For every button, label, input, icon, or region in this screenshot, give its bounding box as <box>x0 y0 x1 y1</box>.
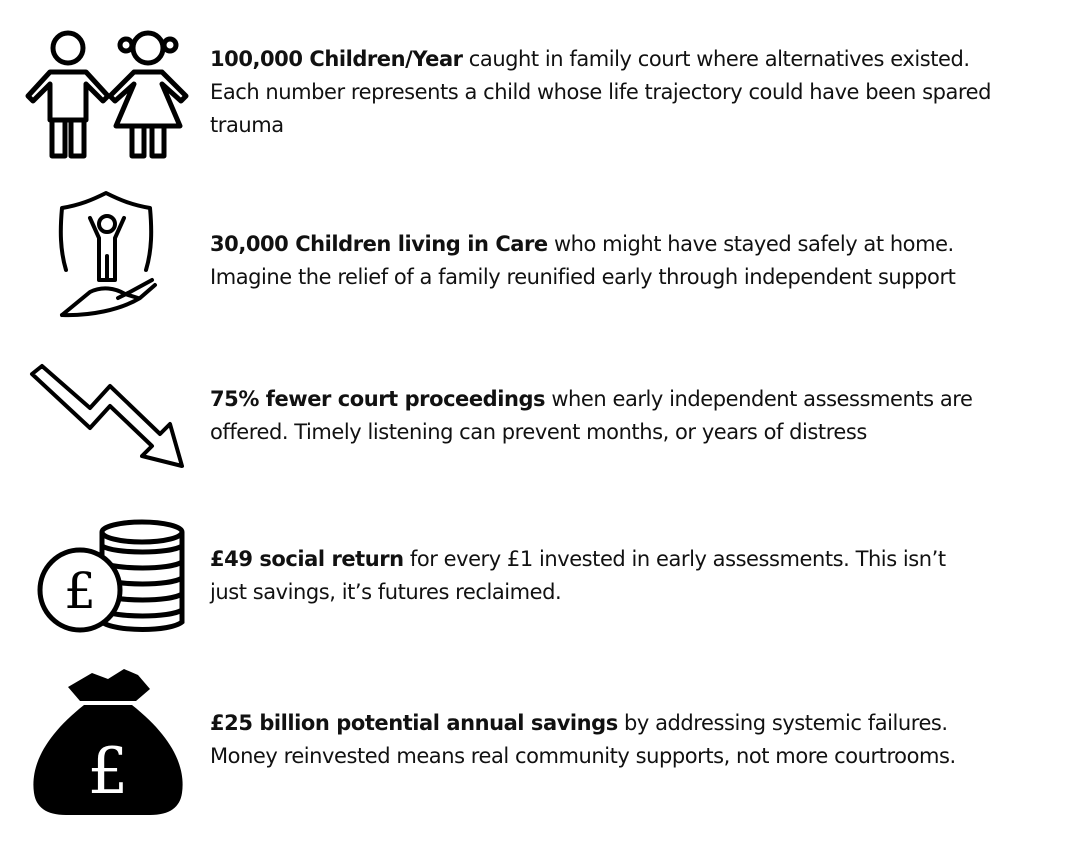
stat-text <box>210 43 1050 142</box>
stat-line2: Imagine the relief of a family reunified early through independent support <box>210 265 956 289</box>
stat-text <box>210 383 1050 449</box>
stat-text <box>210 543 1050 609</box>
stat-line1: when early independent assessments are <box>545 387 973 411</box>
money-bag-icon <box>20 665 195 817</box>
svg-text:£: £ <box>64 562 96 620</box>
stat-highlight: £49 social return <box>210 547 404 571</box>
stat-highlight: £25 billion potential annual savings <box>210 711 618 735</box>
stat-line2: Money reinvested means real community supports, not more courtrooms. <box>210 744 956 768</box>
pound-coins-icon <box>20 518 195 638</box>
downtrend-arrow-icon <box>20 362 195 472</box>
child-protection-icon <box>20 190 195 330</box>
stat-text <box>210 228 1050 294</box>
stat-line1: who might have stayed safely at home. <box>547 232 954 256</box>
svg-text:£: £ <box>87 735 129 809</box>
stat-text <box>210 707 1050 773</box>
stat-line2: just savings, it’s futures reclaimed. <box>210 580 562 604</box>
stat-line2: offered. Timely listening can prevent months, or years of distress <box>210 420 867 444</box>
stat-line2: Each number represents a child whose life trajectory could have been spared trauma <box>210 80 992 137</box>
stat-highlight: 100,000 Children/Year <box>210 47 463 71</box>
stat-highlight: 30,000 Children living in Care <box>210 232 548 256</box>
stat-line1: by addressing systemic failures. <box>617 711 948 735</box>
stat-highlight: 75% fewer court proceedings <box>210 387 546 411</box>
stat-line1: caught in family court where alternatives existed. <box>462 47 970 71</box>
children-icon <box>20 28 195 163</box>
stat-line1: for every £1 invested in early assessments. This isn’t <box>403 547 946 571</box>
